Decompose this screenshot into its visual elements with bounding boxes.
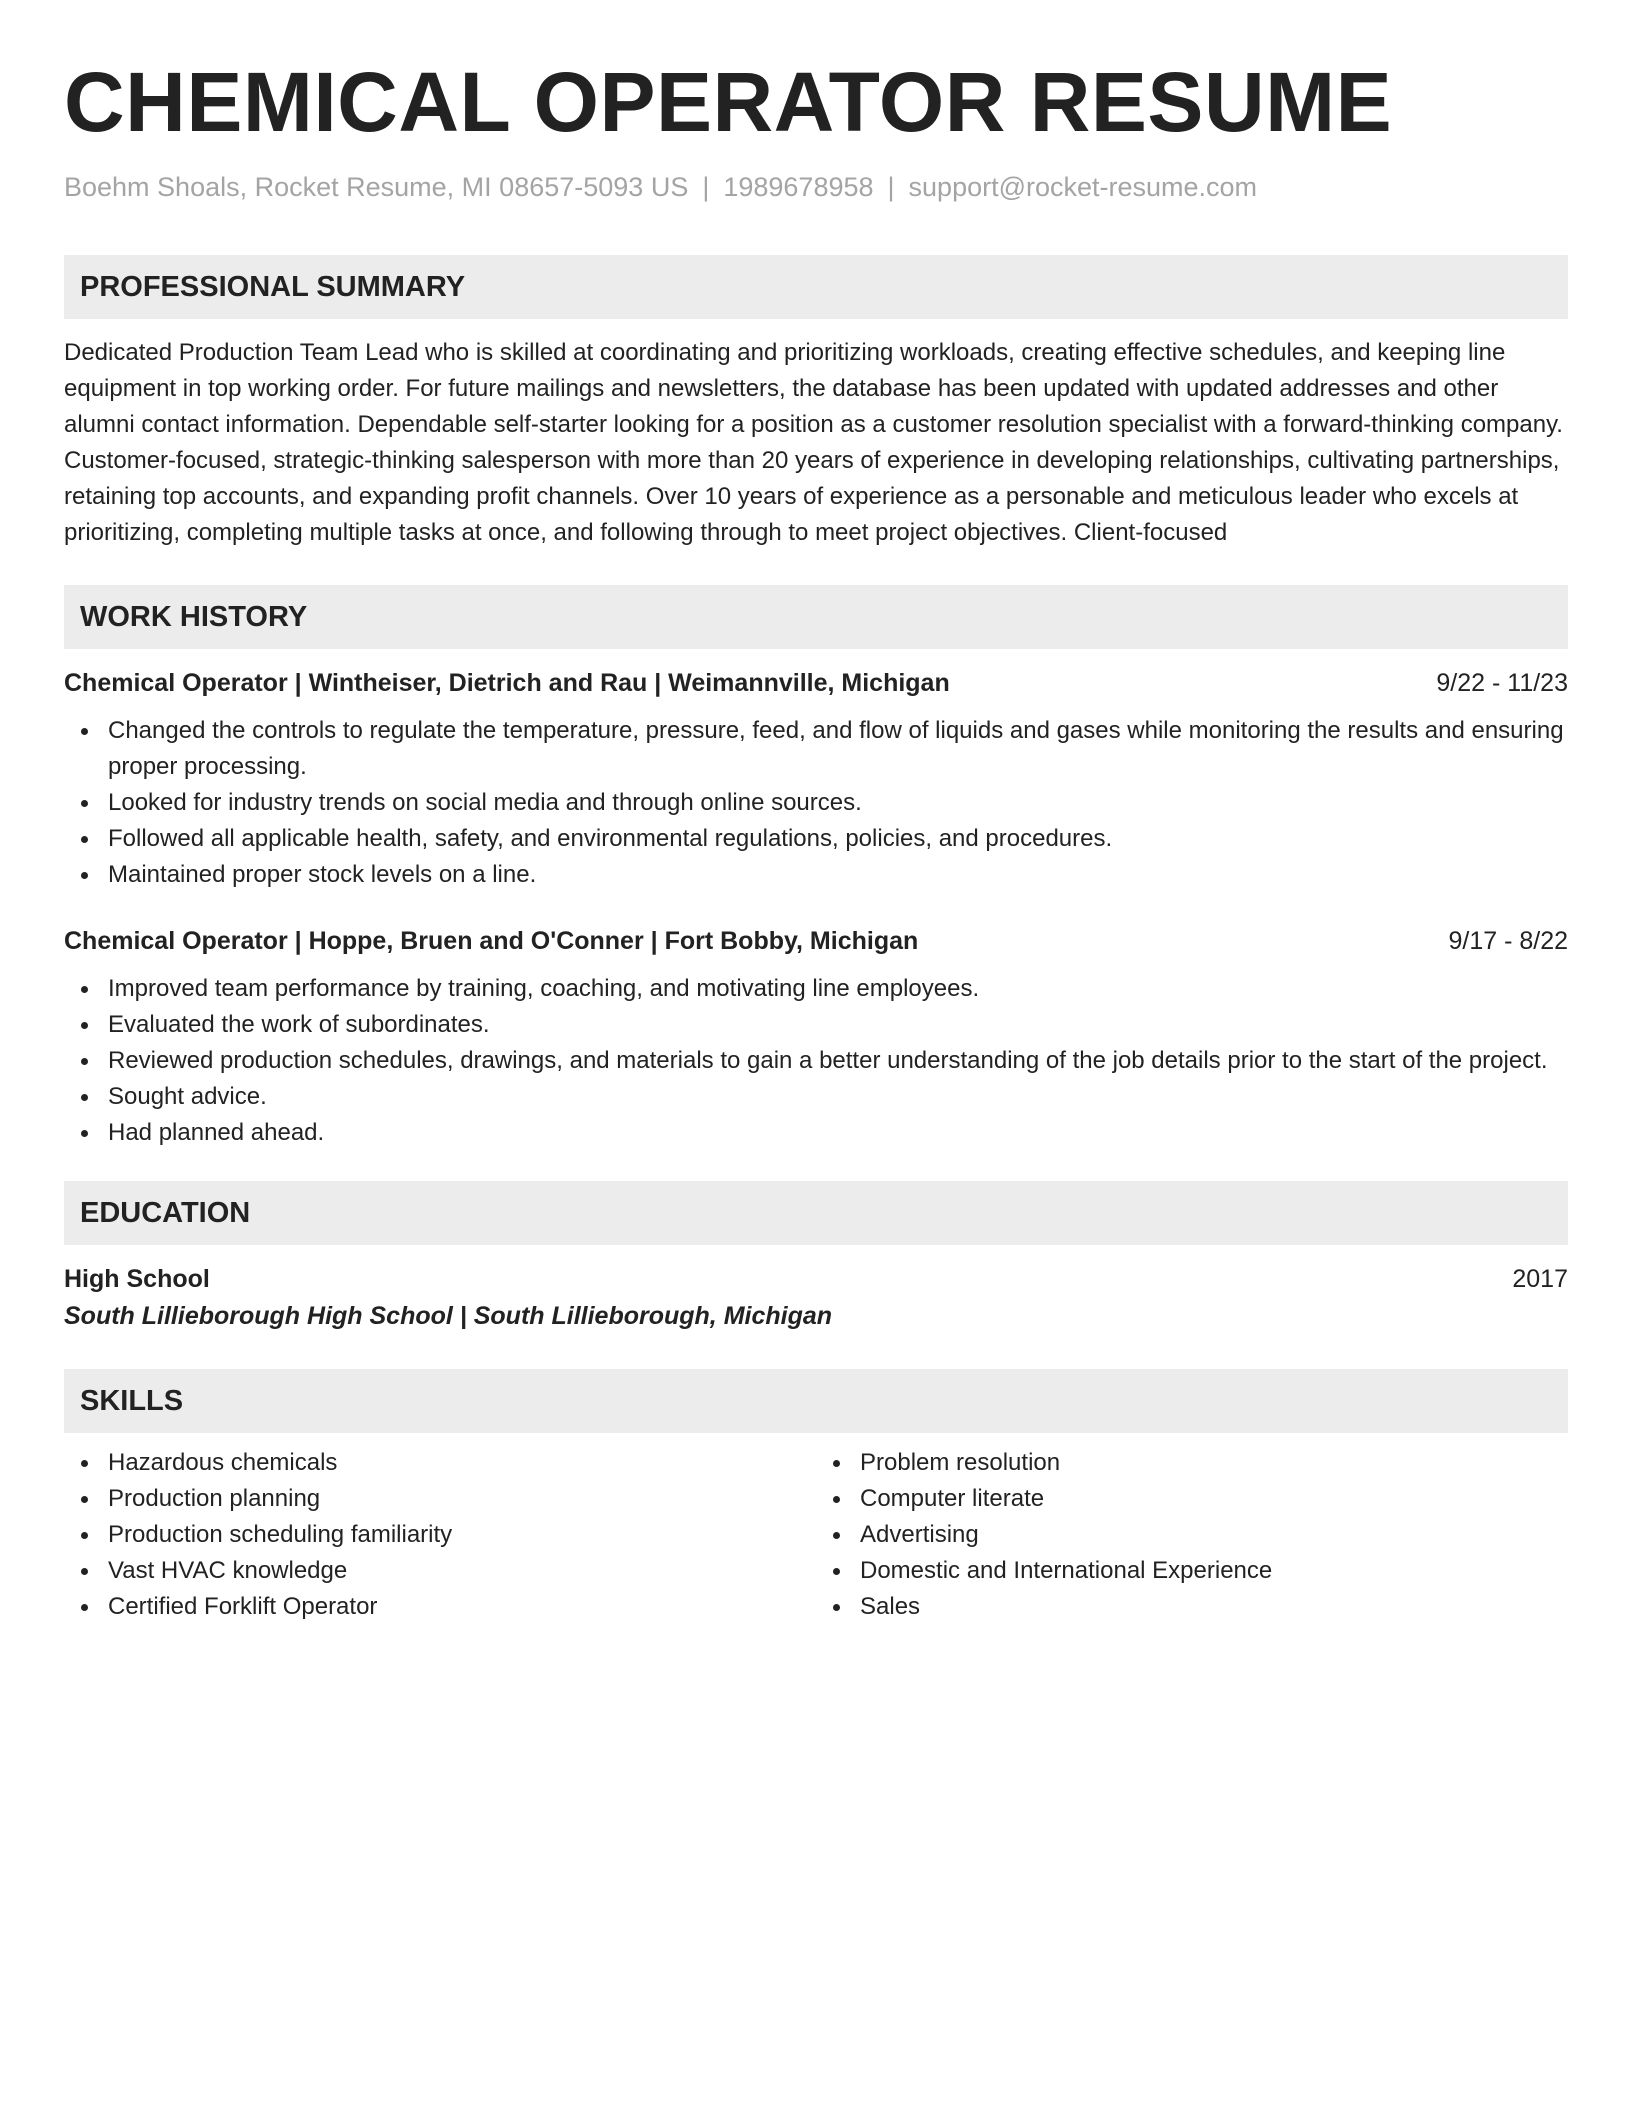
job-dates: 9/17 - 8/22 xyxy=(1448,927,1568,955)
education-school: South Lillieborough High School | South Lillieborough, Michigan xyxy=(64,1302,833,1330)
page-title: CHEMICAL OPERATOR RESUME xyxy=(64,55,1393,149)
job-header xyxy=(64,923,1568,959)
contact-separator: | xyxy=(702,172,710,202)
skills-columns xyxy=(64,1445,1568,1625)
contact-line xyxy=(64,170,1568,204)
section-heading-education: EDUCATION xyxy=(64,1181,1568,1245)
job-header xyxy=(64,665,1568,701)
skill-item: Advertising xyxy=(860,1517,1568,1553)
skills-list-left xyxy=(64,1445,816,1625)
skill-item: Vast HVAC knowledge xyxy=(108,1553,816,1589)
section-heading-summary: PROFESSIONAL SUMMARY xyxy=(64,255,1568,319)
job-bullet: Sought advice. xyxy=(108,1079,1568,1115)
skill-item: Production scheduling familiarity xyxy=(108,1517,816,1553)
job-dates: 9/22 - 11/23 xyxy=(1436,669,1568,697)
job-bullet: Followed all applicable health, safety, and environmental regulations, policies, and procedures. xyxy=(108,821,1568,857)
job-bullet-list xyxy=(64,713,1568,893)
job-bullet: Reviewed production schedules, drawings, and materials to gain a better understanding of the job details prior to the start of the project. xyxy=(108,1043,1568,1079)
skill-item: Sales xyxy=(860,1589,1568,1625)
skills-list-right xyxy=(816,1445,1568,1625)
contact-email: support@rocket-resume.com xyxy=(908,172,1258,202)
job-bullet-list xyxy=(64,971,1568,1151)
job-bullet: Looked for industry trends on social media and through online sources. xyxy=(108,785,1568,821)
education-degree: High School xyxy=(64,1265,210,1293)
contact-separator: | xyxy=(887,172,895,202)
section-heading-skills: SKILLS xyxy=(64,1369,1568,1433)
education-header xyxy=(64,1261,1568,1297)
job-title: Chemical Operator | Wintheiser, Dietrich and Rau | Weimannville, Michigan xyxy=(64,669,950,697)
job-bullet: Maintained proper stock levels on a line. xyxy=(108,857,1568,893)
skill-item: Computer literate xyxy=(860,1481,1568,1517)
contact-phone: 1989678958 xyxy=(723,172,874,202)
skill-item: Production planning xyxy=(108,1481,816,1517)
summary-text: Dedicated Production Team Lead who is skilled at coordinating and prioritizing workloads, creating effective schedules, and keeping line equipment in top working order. For future mailings and newsletters, the database has been updated with updated addresses and other alumni contact information. Dependable self-starter looking for a position as a customer resolution specialist with a forward-thinking company. Customer-focused, strategic-thinking salesperson with more than 20 years of experience in developing relationships, cultivating partnerships, retaining top accounts, and expanding profit channels. Over 10 years of experience as a personable and meticulous leader who excels at prioritizing, completing multiple tasks at once, and following through to meet project objectives. Client-focused xyxy=(64,339,1563,546)
section-heading-work-history: WORK HISTORY xyxy=(64,585,1568,649)
job-bullet: Improved team performance by training, coaching, and motivating line employees. xyxy=(108,971,1568,1007)
job-bullet: Evaluated the work of subordinates. xyxy=(108,1007,1568,1043)
contact-address: Boehm Shoals, Rocket Resume, MI 08657-5093 US xyxy=(64,172,689,202)
skill-item: Problem resolution xyxy=(860,1445,1568,1481)
skill-item: Certified Forklift Operator xyxy=(108,1589,816,1625)
skill-item: Domestic and International Experience xyxy=(860,1553,1568,1589)
job-bullet: Had planned ahead. xyxy=(108,1115,1568,1151)
skill-item: Hazardous chemicals xyxy=(108,1445,816,1481)
job-bullet: Changed the controls to regulate the temperature, pressure, feed, and flow of liquids and gases while monitoring the results and ensuring proper processing. xyxy=(108,713,1568,785)
education-year: 2017 xyxy=(1512,1265,1568,1293)
job-title: Chemical Operator | Hoppe, Bruen and O'Conner | Fort Bobby, Michigan xyxy=(64,927,919,955)
